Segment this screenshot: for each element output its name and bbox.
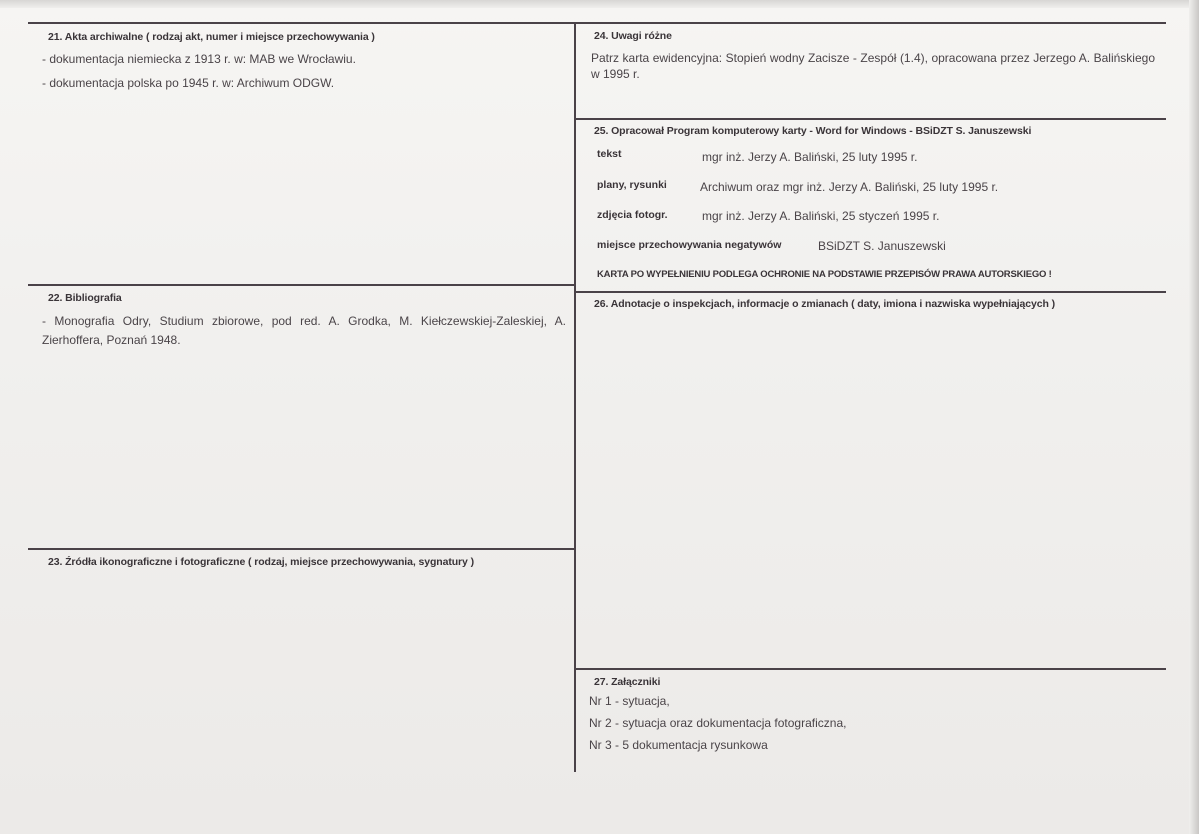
section-23-heading: 23. Źródła ikonograficzne i fotograficzne ( rodzaj, miejsce przechowywania, sygnatury ) xyxy=(48,556,474,568)
section-22-heading: 22. Bibliografia xyxy=(48,292,122,304)
section-24-notes-text: Patrz karta ewidencyjna: Stopień wodny Zacisze - Zespół (1.4), opracowana przez Jerzego A. Balińskiego w 1995 r. xyxy=(591,51,1155,81)
attachment-item-1: Nr 1 - sytuacja, xyxy=(589,694,670,708)
divider-25-26 xyxy=(575,291,1166,293)
divider-22-23 xyxy=(28,548,575,550)
paper-top-edge xyxy=(0,0,1199,8)
center-divider-line xyxy=(574,22,576,772)
row-value-photos: mgr inż. Jerzy A. Baliński, 25 styczeń 1995 r. xyxy=(702,209,940,223)
row-value-text: mgr inż. Jerzy A. Baliński, 25 luty 1995 r. xyxy=(702,150,918,164)
copyright-notice: KARTA PO WYPEŁNIENIU PODLEGA OCHRONIE NA PODSTAWIE PRZEPISÓW PRAWA AUTORSKIEGO ! xyxy=(597,269,1052,280)
divider-24-25 xyxy=(575,118,1166,120)
top-border-line xyxy=(28,22,1166,24)
section-25-heading: 25. Opracował Program komputerowy karty - Word for Windows - BSiDZT S. Januszewski xyxy=(594,125,1032,137)
section-26-heading: 26. Adnotacje o inspekcjach, informacje o zmianach ( daty, imiona i nazwiska wypełniających ) xyxy=(594,298,1056,310)
attachment-item-2: Nr 2 - sytuacja oraz dokumentacja fotograficzna, xyxy=(589,716,847,730)
row-label-text: tekst xyxy=(597,148,622,160)
section-27-heading: 27. Załączniki xyxy=(594,676,661,688)
section-21-item-1: - dokumentacja niemiecka z 1913 r. w: MAB we Wrocławiu. xyxy=(42,52,356,66)
row-label-plans: plany, rysunki xyxy=(597,179,667,191)
section-24-heading: 24. Uwagi różne xyxy=(594,30,672,42)
divider-21-22 xyxy=(28,284,575,286)
section-21-item-2: - dokumentacja polska po 1945 r. w: Archiwum ODGW. xyxy=(42,76,335,90)
attachment-item-3: Nr 3 - 5 dokumentacja rysunkowa xyxy=(589,738,768,752)
paper-right-edge xyxy=(1189,0,1199,834)
divider-26-27 xyxy=(575,668,1166,670)
section-21-heading: 21. Akta archiwalne ( rodzaj akt, numer i miejsce przechowywania ) xyxy=(48,31,375,43)
row-value-negatives: BSiDZT S. Januszewski xyxy=(818,239,946,253)
row-label-negatives: miejsce przechowywania negatywów xyxy=(597,239,782,251)
row-value-plans: Archiwum oraz mgr inż. Jerzy A. Baliński, 25 luty 1995 r. xyxy=(700,180,999,194)
section-22-bibliography-text: - Monografia Odry, Studium zbiorowe, pod red. A. Grodka, M. Kiełczewskiej-Zaleskiej, A. Zierhoffera, Poznań 1948. xyxy=(42,314,566,347)
row-label-photos: zdjęcia fotogr. xyxy=(597,209,668,221)
